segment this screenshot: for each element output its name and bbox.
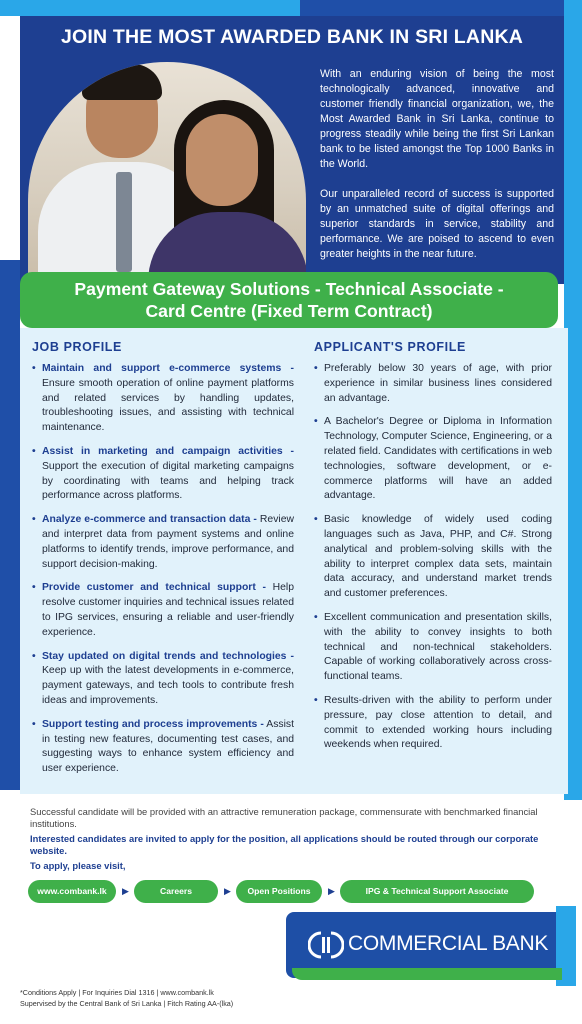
step-open-positions-link[interactable]: Open Positions bbox=[236, 880, 322, 903]
list-item: • A Bachelor's Degree or Diploma in Information Technology, Computer Science, Engineering, or a related field. Candidates with certifications in web technologies, software development, or e-commerce platforms will have an added advantage. bbox=[314, 415, 552, 504]
intro-paragraph-2: Our unparalleled record of success is supported by an unmatched suite of digital offerings and superior standards in service, stability and performance. We are poised to ascend to even greater heights in the near future. bbox=[320, 188, 554, 260]
remuneration-text: Successful candidate will be provided with an attractive remuneration package, commensurate with benchmarked financial institutions. bbox=[30, 806, 538, 830]
bank-name: COMMERCIAL BANK bbox=[348, 932, 549, 955]
frame-accent-top-right bbox=[300, 0, 582, 16]
list-item: • Results-driven with the ability to perform under pressure, pay close attention to detail, and commit to extended working hours including weekends when required. bbox=[314, 694, 552, 753]
list-item: • Analyze e-commerce and transaction data - Review and interpret data from payment systems and online platforms to identify trends, improve performance, and support decision-making. bbox=[32, 513, 294, 572]
application-steps bbox=[28, 880, 538, 904]
list-item: • Excellent communication and presentation skills, with the ability to convey insights to both technical and non-technical stakeholders. Capable of working collaboratively across cross-functional teams. bbox=[314, 611, 552, 685]
applicant-profile-list bbox=[314, 362, 552, 762]
list-item: • Support testing and process improvements - Assist in testing new features, documenting test cases, and suggesting ways to enhance system efficiency and user experience. bbox=[32, 718, 294, 777]
arrow-right-icon: ▶ bbox=[328, 886, 335, 896]
frame-accent-top-left bbox=[0, 0, 300, 16]
list-item: • Preferably below 30 years of age, with prior experience in similar business lines considered an advantage. bbox=[314, 362, 552, 406]
position-title-line-1: Payment Gateway Solutions - Technical Associate - bbox=[74, 279, 504, 299]
apply-visit-label: To apply, please visit, bbox=[30, 859, 126, 871]
commercial-bank-logo-icon bbox=[308, 930, 344, 960]
job-profile-heading: JOB PROFILE bbox=[32, 340, 122, 354]
employees-photo bbox=[28, 62, 306, 284]
intro-paragraph-1: With an enduring vision of being the most technologically advanced, innovative and customer friendly financial organization, we, the Most Awarded Bank in Sri Lanka, continue to progress steadily while being the first Sri Lankan bank to be listed amongst the Top 1000 Banks in the World. bbox=[320, 68, 554, 170]
arrow-right-icon: ▶ bbox=[224, 886, 231, 896]
list-item: • Basic knowledge of widely used coding languages such as Java, PHP, and C#. Strong analytical and problem-solving skills with the ability to interpret complex data sets, maintain data accuracy, and understand market trends and customer preferences. bbox=[314, 513, 552, 602]
list-item: • Provide customer and technical support - Help resolve customer inquiries and technical issues related to IPG services, ensuring a reliable and user-friendly experience. bbox=[32, 581, 294, 640]
arrow-right-icon: ▶ bbox=[122, 886, 129, 896]
fine-print bbox=[20, 987, 320, 1009]
header-banner bbox=[20, 16, 564, 284]
apply-note: Interested candidates are invited to apply for the position, all applications should be routed through our corporate website. bbox=[30, 832, 539, 857]
applicant-profile-heading: APPLICANT'S PROFILE bbox=[314, 340, 466, 354]
list-item: • Stay updated on digital trends and technologies - Keep up with the latest developments in e-commerce, payment gateways, and tech tools to contribute fresh ideas and improvements. bbox=[32, 650, 294, 709]
list-item: • Maintain and support e-commerce systems - Ensure smooth operation of online payment platforms and related services by handling updates, troubleshooting issues, and assisting with technical maintenance. bbox=[32, 362, 294, 436]
step-website-link[interactable]: www.combank.lk bbox=[28, 880, 116, 903]
page-title: JOIN THE MOST AWARDED BANK IN SRI LANKA bbox=[60, 26, 524, 48]
content-panel bbox=[20, 328, 568, 794]
footer-note bbox=[30, 806, 552, 872]
intro-text bbox=[320, 67, 554, 277]
fine-print-line-2: Supervised by the Central Bank of Sri Lanka | Fitch Rating AA-(lka) bbox=[20, 999, 234, 1008]
job-profile-list bbox=[32, 362, 294, 786]
fine-print-line-1: *Conditions Apply | For Inquiries Dial 1316 | www.combank.lk bbox=[20, 988, 214, 997]
step-careers-link[interactable]: Careers bbox=[134, 880, 218, 903]
position-title-box bbox=[20, 272, 558, 328]
logo-accent-bar bbox=[292, 968, 562, 980]
list-item: • Assist in marketing and campaign activities - Support the execution of digital marketing campaigns by coordinating with teams and helping track performance across platforms. bbox=[32, 445, 294, 504]
position-title-line-2: Card Centre (Fixed Term Contract) bbox=[145, 301, 433, 321]
step-position-link[interactable]: IPG & Technical Support Associate bbox=[340, 880, 534, 903]
frame-accent-left bbox=[0, 260, 20, 790]
